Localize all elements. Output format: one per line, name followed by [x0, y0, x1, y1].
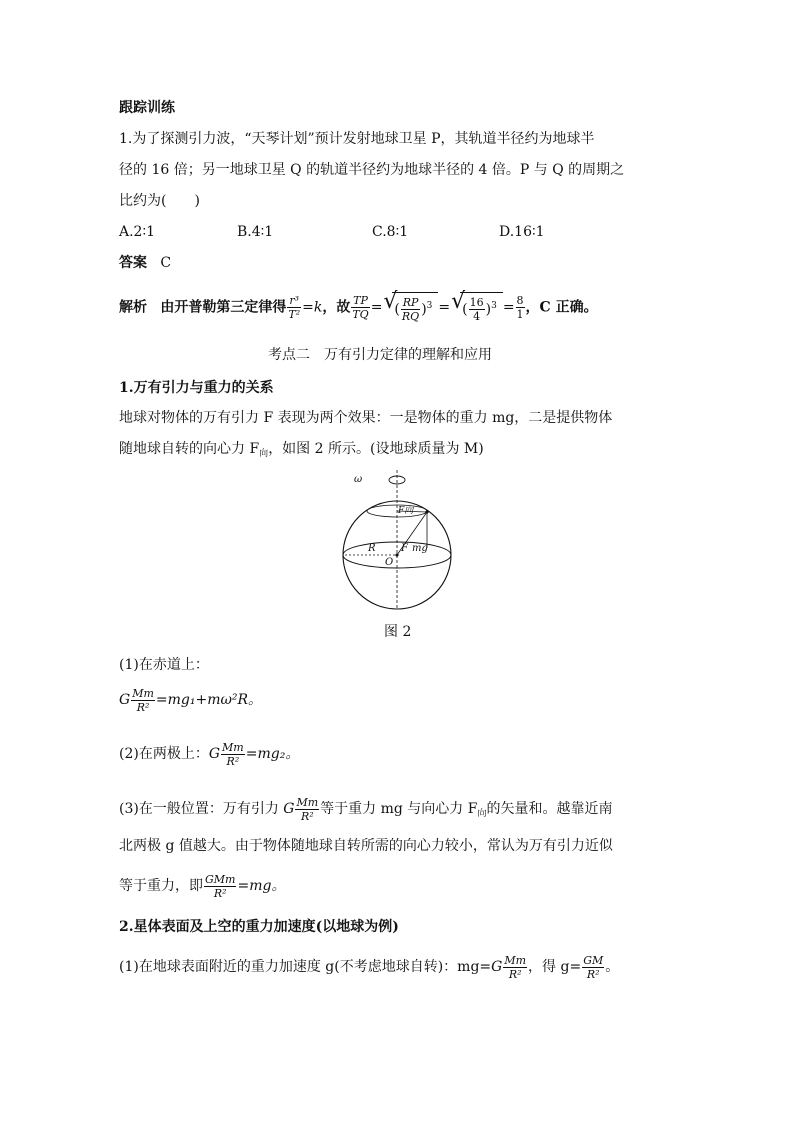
- q1-line3: 比约为( ): [119, 193, 200, 209]
- answer-label: 答案: [119, 255, 147, 271]
- section-header: 跟踪训练: [119, 100, 175, 116]
- option-a: A.2∶1: [119, 224, 156, 240]
- analysis-label: 解析: [119, 299, 147, 316]
- analysis-text1: 由开普勒第三定律得: [160, 299, 287, 316]
- eq3-line3: 等于重力，即 $\frac{\text{GMm}}{\text{R²}}$ =mg。: [119, 872, 286, 900]
- option-c: C.8∶1: [372, 224, 409, 240]
- object-point: [425, 510, 428, 513]
- analysis-text2: ，故: [322, 299, 351, 316]
- kepler-rhs: =k: [302, 299, 323, 316]
- sqrt-numeric-ratio: √ ( $\frac{16}{4}$ )$^3$: [460, 292, 503, 323]
- para1-line1: 地球对物体的万有引力 F 表现为两个效果：一是物体的重力 mg，二是提供物体: [119, 410, 613, 426]
- figure-caption: 图 2: [384, 624, 412, 640]
- subsection2-title: 2.星体表面及上空的重力加速度(以地球为例): [119, 919, 399, 935]
- kepler-fraction: $\frac{\text{r³}}{\text{T²}}$: [288, 294, 301, 322]
- subsection1-title: 1.万有引力与重力的关系: [119, 380, 274, 396]
- label-mg: mg: [412, 543, 428, 554]
- result-fraction: $\frac{8}{1}$: [516, 294, 524, 322]
- label-fxiang: F向: [398, 506, 414, 516]
- period-ratio: $\frac{TP}{TQ}$: [352, 294, 369, 322]
- analysis-line: 解析 由开普勒第三定律得 $\frac{\text{r³}}{\text{T²}}$ =k，故 $\frac{TP}{TQ}$ =√ ( $\frac{RP}{RQ}$ )$^3$ =√ ( $\frac{16}{4}$ )$^3$ = $\frac{8}{1}$ ，C 正确。: [119, 292, 598, 323]
- label-O: O: [385, 557, 394, 568]
- analysis-text3: ，C 正确。: [525, 299, 598, 316]
- option-b: B.4∶1: [237, 224, 274, 240]
- eq3-line1: (3)在一般位置：万有引力 G $\frac{Mm}{\text{R²}}$ 等于重力 mg 与向心力 $F_向$的矢量和。越靠近南: [119, 795, 613, 823]
- eq2: (2)在两极上：G $\frac{Mm}{\text{R²}}$ =mg₂。: [119, 740, 300, 768]
- para1-line2: 随地球自转的向心力 $F_向$，如图 2 所示。(设地球质量为 M): [119, 441, 484, 459]
- earth-diagram: [335, 470, 460, 610]
- answer-line: [119, 253, 171, 273]
- eq3-line2: 北两极 g 值越大。由于物体随地球自转所需的向心力较小，常认为万有引力近似: [119, 838, 613, 854]
- q1-line2: 径的 16 倍；另一地球卫星 Q 的轨道半径约为地球半径的 4 倍。P 与 Q 的周期之: [119, 162, 625, 178]
- center-point: [395, 553, 398, 556]
- eq1-label: (1)在赤道上：: [119, 657, 209, 673]
- label-R: R: [368, 543, 376, 554]
- q1-line1: 1.为了探测引力波，“天琴计划”预计发射地球卫星 P，其轨道半径约为地球半: [119, 131, 595, 147]
- s2-eq: (1)在地球表面附近的重力加速度 g(不考虑地球自转)：mg=G $\frac{Mm}{\text{R²}}$ ，得 g= $\frac{GM}{\text{R²}}$ 。: [119, 953, 620, 981]
- option-d: D.16∶1: [499, 224, 545, 240]
- label-omega: ω: [354, 474, 363, 485]
- label-F: F: [401, 543, 408, 554]
- answer-value: C: [160, 255, 172, 271]
- sqrt-radius-ratio: √ ( $\frac{RP}{RQ}$ )$^3$: [392, 292, 438, 323]
- section2-title: 考点二 万有引力定律的理解和应用: [268, 347, 492, 363]
- eq1: G $\frac{Mm}{\text{R²}}$ =mg₁+mω²R。: [119, 686, 263, 714]
